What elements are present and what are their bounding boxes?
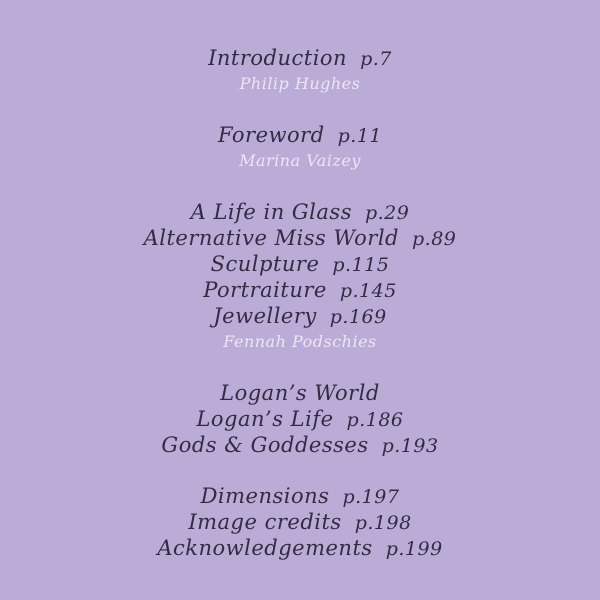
toc-entry-title: Logan’s World: [220, 381, 380, 405]
toc-section-author: Marina Vaizey: [239, 151, 361, 170]
toc-entry-title: Logan’s Life: [196, 407, 334, 431]
toc-entry-title: Foreword: [217, 123, 325, 147]
toc-list: [0, 45, 600, 561]
toc-entry: [0, 122, 600, 148]
toc-section: [0, 483, 600, 561]
toc-section: [0, 380, 600, 458]
toc-entry-page-number: p.197: [342, 486, 400, 508]
toc-entry-page-number: p.7: [360, 48, 392, 70]
toc-entry: [0, 432, 600, 458]
toc-entry: [0, 45, 600, 71]
toc-entry: [0, 277, 600, 303]
toc-section-author: Philip Hughes: [239, 74, 361, 93]
toc-entry-title: Alternative Miss World: [143, 226, 399, 250]
toc-entry-title: Sculpture: [210, 252, 320, 276]
toc-entry-page-number: p.199: [385, 538, 443, 560]
toc-section: [0, 122, 600, 174]
toc-entry-title: Portraiture: [203, 278, 327, 302]
toc-entry-page-number: p.29: [364, 202, 410, 224]
toc-entry: [0, 509, 600, 535]
toc-entry-title: Jewellery: [213, 304, 317, 328]
toc-entry: [0, 380, 600, 406]
toc-entry-title: Acknowledgements: [157, 536, 373, 560]
toc-entry-page-number: p.115: [332, 254, 390, 276]
toc-entry: [0, 406, 600, 432]
toc-entry-page-number: p.186: [346, 409, 404, 431]
toc-entry: [0, 225, 600, 251]
toc-entry-title: Gods & Goddesses: [161, 433, 369, 457]
toc-entry: [0, 251, 600, 277]
toc-section: [0, 199, 600, 355]
toc-entry-title: Introduction: [208, 46, 348, 70]
toc-entry-title: Image credits: [188, 510, 342, 534]
toc-entry-page-number: p.145: [339, 280, 397, 302]
toc-entry: [0, 535, 600, 561]
toc-entry-page-number: p.193: [381, 435, 439, 457]
toc-section: [0, 45, 600, 97]
toc-entry: [0, 199, 600, 225]
toc-entry-page-number: p.11: [337, 125, 383, 147]
toc-entry-page-number: p.198: [354, 512, 412, 534]
toc-entry-title: A Life in Glass: [190, 200, 352, 224]
toc-entry-page-number: p.169: [329, 306, 387, 328]
toc-entry: [0, 303, 600, 329]
toc-entry-title: Dimensions: [200, 484, 330, 508]
toc-entry: [0, 483, 600, 509]
toc-section-author: Fennah Podschies: [223, 332, 377, 351]
toc-entry-page-number: p.89: [412, 228, 457, 250]
